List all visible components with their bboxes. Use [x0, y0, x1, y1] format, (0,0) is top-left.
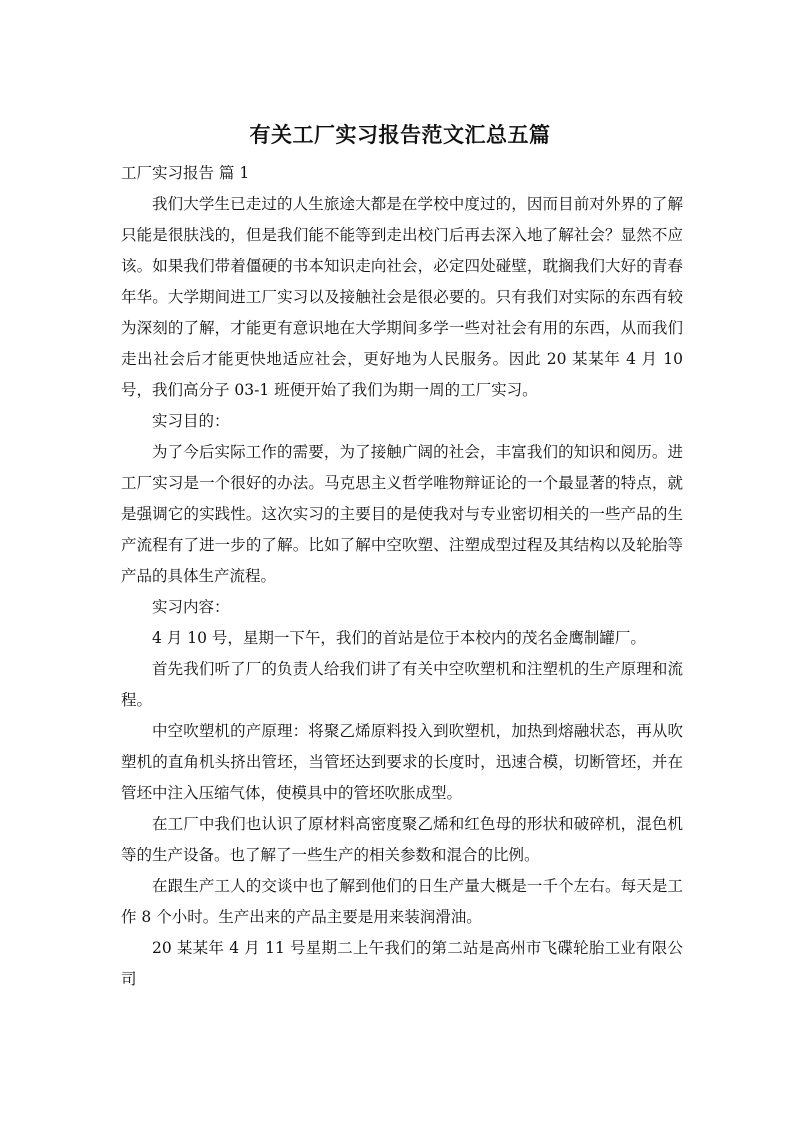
- paragraph-second-stop: 20 某某年 4 月 11 号星期二上午我们的第二站是高州市飞碟轮胎工业有限公司: [121, 939, 683, 988]
- paragraph-intro: 我们大学生已走过的人生旅途大都是在学校中度过的，因而目前对外界的了解只能是很肤浅的，但是我们能不能等到走出校门后再去深入地了解社会？显然不应该。如果我们带着僵硬的书本知识走向社会，必定四处碰壁，耽搁我们大好的青春年华。大学期间进工厂实习以及接触社会是很必要的。只有我们对实际的东西有较为深刻的了解，才能更有意识地在大学期间多学一些对社会有用的东西，从而我们走出社会后才能更快地适应社会，更好地为人民服务。因此 20 某某年 4 月 10 号，我们高分子 03-1 班便开始了我们为期一周的工厂实习。: [121, 195, 683, 399]
- heading-purpose: 实习目的：: [152, 412, 230, 430]
- section-heading: 工厂实习报告 篇 1: [121, 164, 250, 182]
- document-title: 有关工厂实习报告范文汇总五篇: [249, 123, 551, 147]
- heading-content: 实习内容：: [152, 598, 230, 616]
- paragraph-first-stop: 4 月 10 号，星期一下午，我们的首站是位于本校内的茂名金鹰制罐厂。: [152, 629, 646, 647]
- paragraph-production: 在跟生产工人的交谈中也了解到他们的日生产量大概是一千个左右。每天是工作 8 个小时。生产出来的产品主要是用来装润滑油。: [121, 877, 683, 926]
- paragraph-purpose: 为了今后实际工作的需要，为了接触广阔的社会，丰富我们的知识和阅历。进工厂实习是一个很好的办法。马克思主义哲学唯物辩证论的一个最显著的特点，就是强调它的实践性。这次实习的主要目的是使我对与专业密切相关的一些产品的生产流程有了进一步的了解。比如了解中空吹塑、注塑成型过程及其结构以及轮胎等产品的具体生产流程。: [121, 443, 683, 585]
- paragraph-blow-molding: 中空吹塑机的产原理：将聚乙烯原料投入到吹塑机，加热到熔融状态，再从吹塑机的直角机头挤出管坯，当管坯达到要求的长度时，迅速合模，切断管坯，并在管坯中注入压缩气体，使模具中的管坯吹胀成型。: [121, 722, 683, 802]
- paragraph-briefing: 首先我们听了厂的负责人给我们讲了有关中空吹塑机和注塑机的生产原理和流程。: [121, 660, 683, 709]
- document-body: [121, 158, 683, 995]
- paragraph-equipment: 在工厂中我们也认识了原材料高密度聚乙烯和红色母的形状和破碎机，混色机等的生产设备。也了解了一些生产的相关参数和混合的比例。: [121, 815, 683, 864]
